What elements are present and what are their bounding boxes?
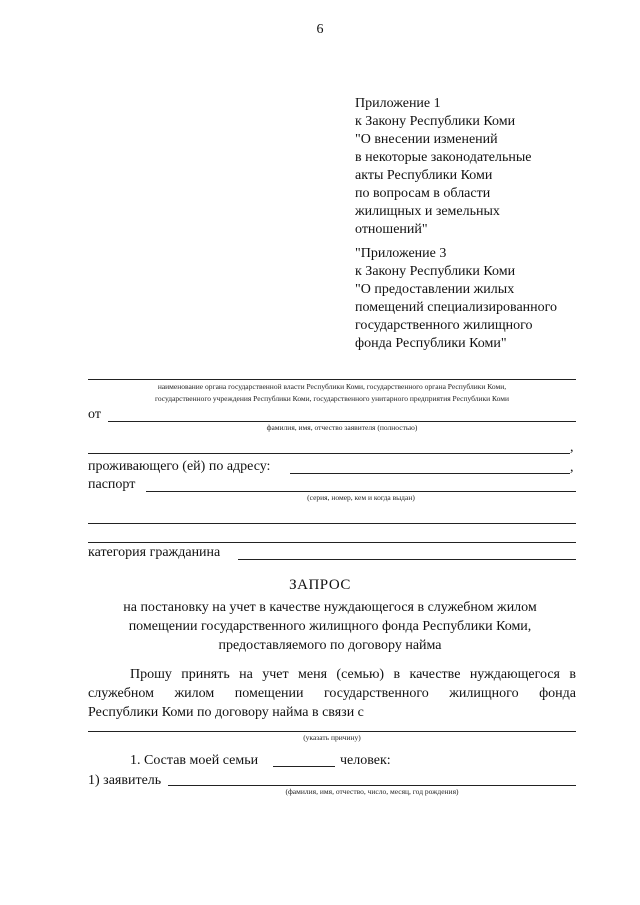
subtitle-line: на постановку на учет в качестве нуждающегося в служебном жилом (123, 600, 537, 615)
request-title: ЗАПРОС (289, 577, 351, 593)
reason-hint: (указать причину) (303, 733, 361, 742)
category-line (238, 559, 576, 560)
subtitle-line: предоставляемого по договору найма (218, 638, 442, 653)
appendix-3-line: фонда Республики Коми" (355, 336, 507, 351)
request-subtitle (60, 598, 600, 655)
appendix-1-line: по вопросам в области (355, 186, 491, 201)
blank-line (88, 453, 570, 454)
appendix-3-line: "О предоставлении жилых (355, 282, 515, 297)
from-label: от (88, 407, 101, 422)
fio-line (108, 421, 576, 422)
appendix-3-line: "Приложение 3 (355, 246, 447, 261)
fio-hint: фамилия, имя, отчество заявителя (полностью) (266, 423, 418, 432)
appendix-3-line: государственного жилищного (355, 318, 533, 333)
applicant-label: 1) заявитель (88, 773, 162, 788)
family-label: 1. Состав моей семьи (130, 753, 259, 768)
appendix-1-line: к Закону Республики Коми (355, 114, 516, 129)
appendix-1-line: жилищных и земельных (355, 204, 500, 219)
appendix-1-header (355, 95, 532, 239)
reason-line (88, 731, 576, 732)
org-hint-2: государственного учреждения Республики Коми, государственного унитарного предприятия Республики Коми (154, 394, 510, 403)
category-label: категория гражданина (88, 545, 221, 560)
org-name-line (88, 379, 576, 380)
applicant-hint: (фамилия, имя, отчество, число, месяц, год рождения) (285, 787, 459, 796)
address-line (290, 473, 570, 474)
appendix-1-line: "О внесении изменений (355, 132, 498, 147)
comma: , (570, 440, 574, 455)
request-paragraph-line: Республики Коми по договору найма в связи с (88, 705, 364, 720)
org-hint-1: наименование органа государственной власти Республики Коми, государственного органа Республики Коми, (157, 382, 507, 391)
passport-line (146, 491, 576, 492)
appendix-1-line: акты Республики Коми (355, 168, 493, 183)
comma: , (570, 460, 574, 475)
appendix-1-line: отношений" (355, 222, 428, 237)
subtitle-line: помещении государственного жилищного фонда Республики Коми, (128, 619, 532, 634)
blank-line (88, 523, 576, 524)
appendix-3-line: к Закону Республики Коми (355, 264, 516, 279)
blank-line (88, 542, 576, 543)
appendix-3-header (355, 245, 557, 353)
page-number: 6 (316, 22, 324, 37)
passport-hint: (серия, номер, кем и когда выдан) (307, 493, 415, 502)
appendix-1-line: Приложение 1 (355, 96, 441, 111)
request-paragraph-line: служебном жилом помещении государственного жилищного фонда (88, 686, 576, 701)
request-paragraph-line: Прошу принять на учет меня (семью) в качестве нуждающегося в (130, 667, 576, 682)
family-label-suffix: человек: (340, 753, 391, 768)
passport-label: паспорт (88, 477, 136, 492)
address-label: проживающего (ей) по адресу: (88, 459, 271, 474)
applicant-line (168, 785, 576, 786)
appendix-1-line: в некоторые законодательные (355, 150, 532, 165)
family-count-line (273, 766, 335, 767)
appendix-3-line: помещений специализированного (355, 300, 558, 315)
